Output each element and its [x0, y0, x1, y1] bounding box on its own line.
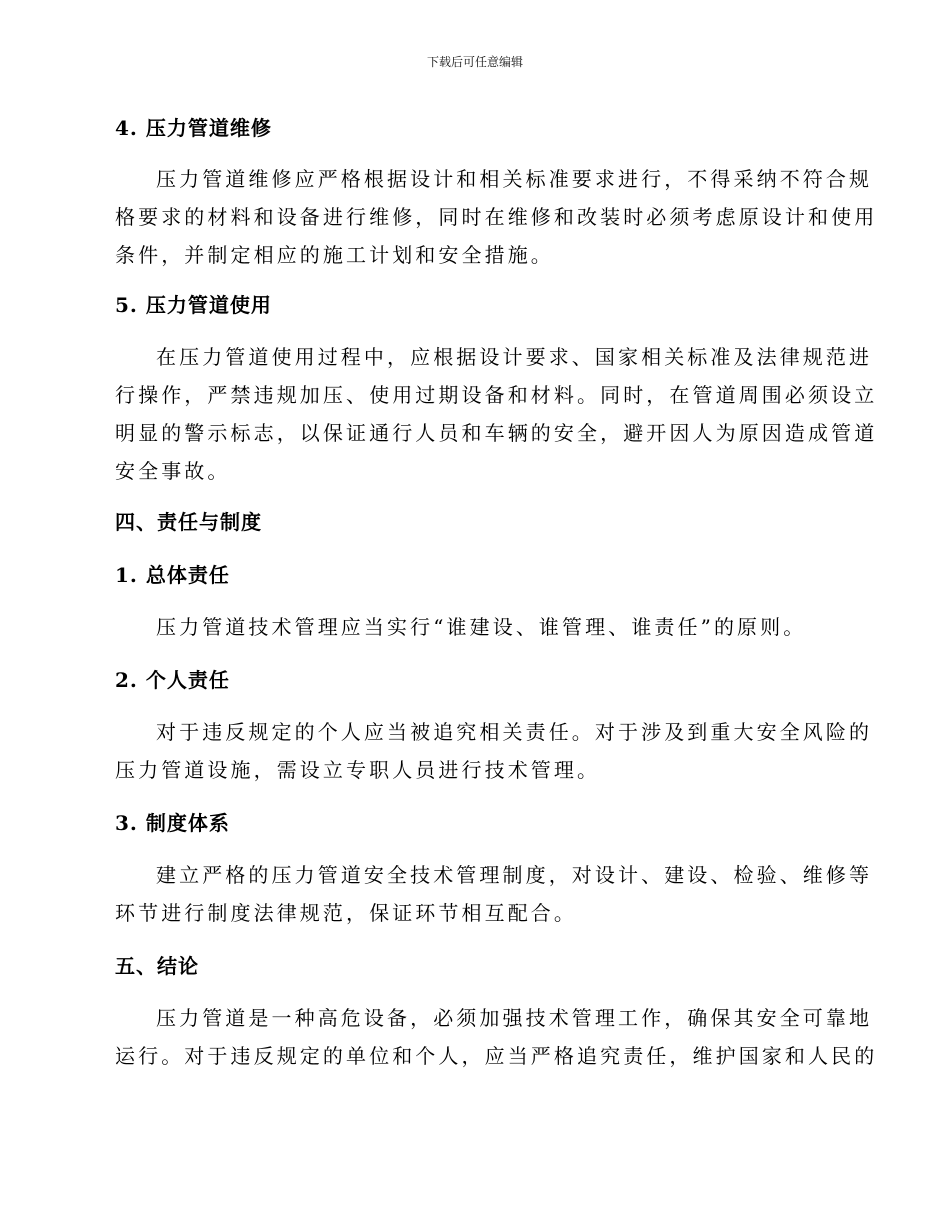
- section-heading: 2. 个人责任: [115, 668, 230, 692]
- section-paragraph: [115, 713, 873, 789]
- page-header: 下载后可任意编辑: [426, 55, 523, 69]
- paragraph-line: 建立严格的压力管道安全技术管理制度，对设计、建设、检验、维修等: [156, 863, 873, 887]
- paragraph-line: 压力管道是一种高危设备，必须加强技术管理工作，确保其安全可靠地: [156, 1006, 873, 1030]
- paragraph-line: 在压力管道使用过程中，应根据设计要求、国家相关标准及法律规范进: [156, 345, 873, 369]
- paragraph-line: 环节进行制度法律规范，保证环节相互配合。: [115, 901, 577, 925]
- paragraph-line: 格要求的材料和设备进行维修，同时在维修和改装时必须考虑原设计和使用: [115, 205, 878, 229]
- section-paragraph: [115, 338, 878, 490]
- paragraph-line: 压力管道维修应严格根据设计和相关标准要求进行，不得采纳不符合规: [156, 167, 873, 191]
- paragraph-line: 明显的警示标志，以保证通行人员和车辆的安全，避开因人为原因造成管道: [115, 421, 878, 445]
- section-heading: 3. 制度体系: [115, 811, 230, 835]
- paragraph-line: 压力管道技术管理应当实行“谁建设、谁管理、谁责任”的原则。: [156, 615, 807, 639]
- section-heading: 1. 总体责任: [115, 563, 230, 587]
- chapter-heading: 四、责任与制度: [115, 510, 262, 534]
- section-paragraph: [115, 608, 830, 646]
- section-paragraph: [115, 999, 878, 1075]
- paragraph-line: 条件，并制定相应的施工计划和安全措施。: [115, 243, 554, 267]
- chapter-heading: 五、结论: [115, 954, 199, 978]
- section-heading: 4. 压力管道维修: [115, 116, 272, 140]
- paragraph-line: 行操作，严禁违规加压、使用过期设备和材料。同时，在管道周围必须设立: [115, 383, 878, 407]
- section-paragraph: [115, 856, 873, 932]
- section-paragraph: [115, 160, 878, 274]
- section-heading: 5. 压力管道使用: [115, 293, 272, 317]
- paragraph-line: 对于违反规定的个人应当被追究相关责任。对于涉及到重大安全风险的: [156, 720, 873, 744]
- paragraph-line: 安全事故。: [115, 459, 231, 483]
- paragraph-line: 运行。对于违反规定的单位和个人，应当严格追究责任，维护国家和人民的: [115, 1044, 878, 1068]
- paragraph-line: 压力管道设施，需设立专职人员进行技术管理。: [115, 758, 601, 782]
